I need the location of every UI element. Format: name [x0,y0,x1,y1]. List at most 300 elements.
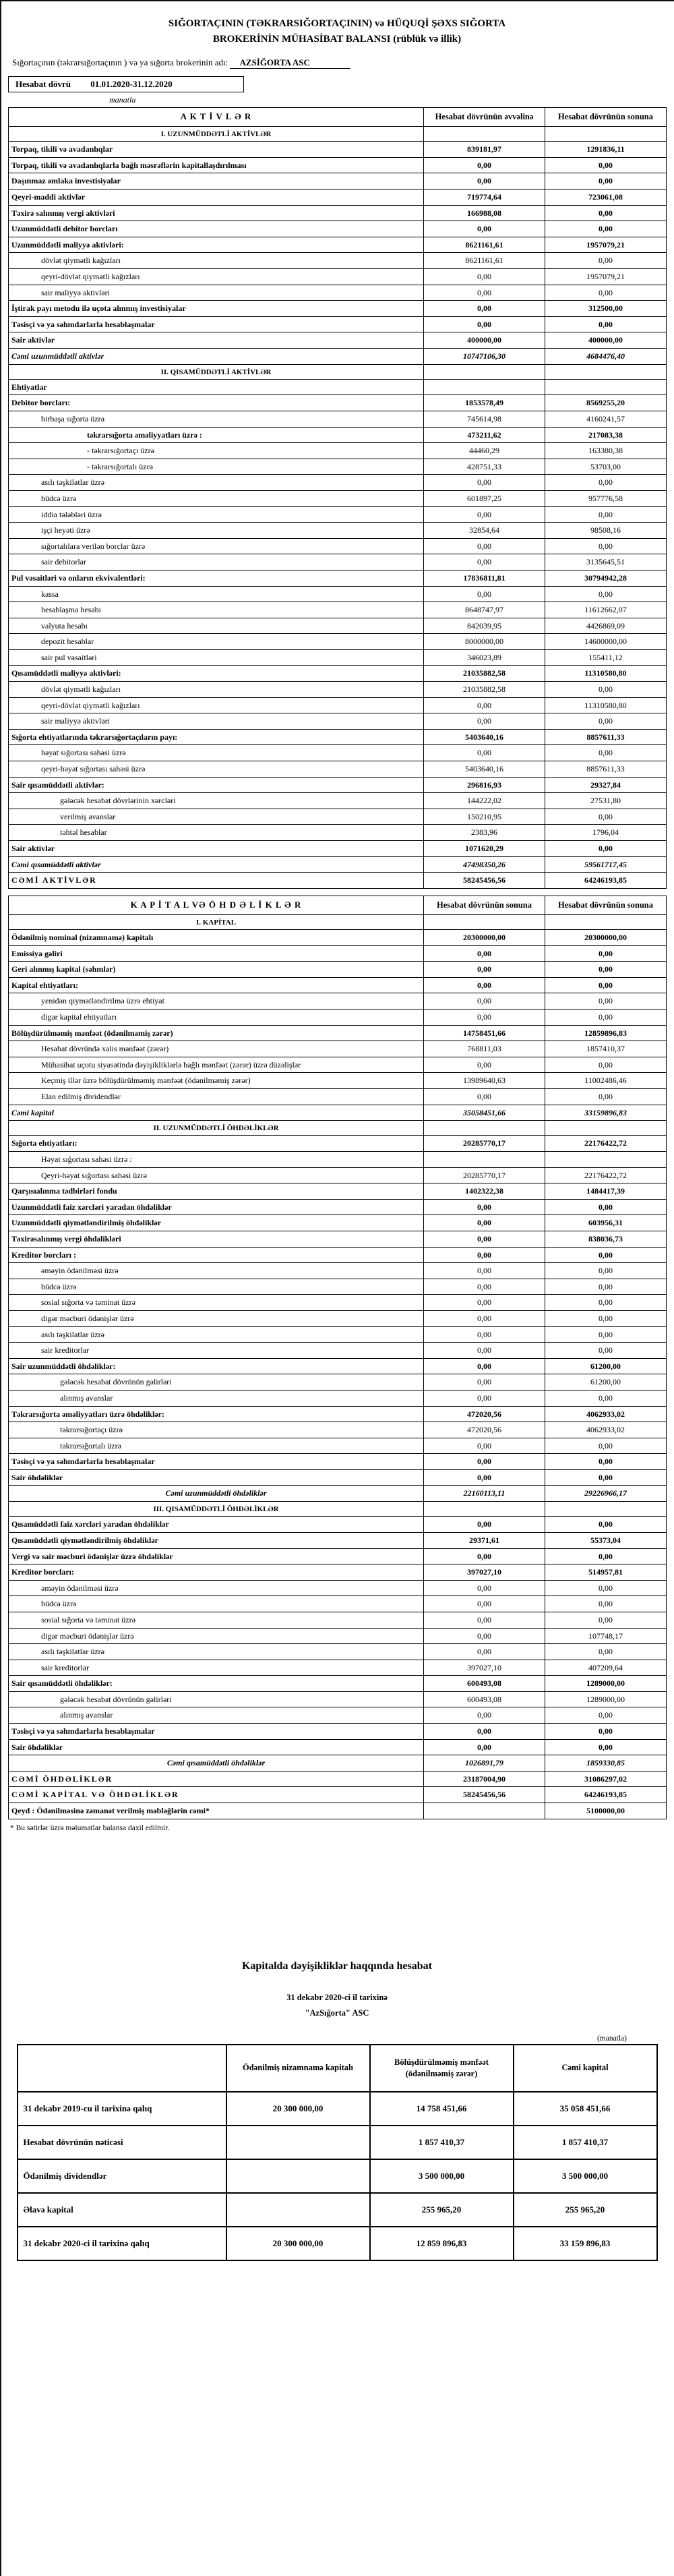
value-period-start: 8000000,00 [424,634,545,650]
value-period-start: 842039,95 [424,618,545,634]
row-label: Qısamüddətli maliyyə aktivləri: [9,666,424,682]
value-period-end [545,914,667,929]
value-period-end: 0,00 [545,157,667,173]
table-row [9,570,667,586]
row-label: digər məcburi ödənişlər üzrə [9,1310,424,1326]
table-row [9,538,667,554]
value-period-end: 8857611,33 [545,729,667,745]
row-label: Uzunmüddətli debitor borcları [9,221,424,237]
row-label: Torpaq, tikili və avadanlıqlar [9,142,424,158]
table-row [9,1025,667,1041]
value-period-start: 8648747,97 [424,602,545,618]
table-row [9,1580,667,1596]
value-period-end: 0,00 [545,1199,667,1215]
value-period-start: 8621161,61 [424,237,545,253]
table-row [9,1121,667,1136]
capital-changes-header-row [18,2045,657,2092]
value-period-start: 8621161,61 [424,253,545,269]
capital-liabilities-table [8,896,667,1819]
value-period-end: 0,00 [545,538,667,554]
table-row [9,157,667,173]
row-label: Cəmi uzunmüddətli aktivlər [9,348,424,364]
value-period-end: 53703,00 [545,459,667,475]
row-label: kassa [9,586,424,602]
value-period-start: 0,00 [424,1374,545,1391]
table-row [9,364,667,379]
row-label: Təsisçi və ya səhmdarlarla hesablaşmalar [9,1454,424,1470]
table-row [9,1691,667,1707]
table-row [9,1755,667,1772]
value-period-end: 0,00 [545,745,667,761]
value-period-end: 31086297,02 [545,1771,667,1787]
row-label: həyat sığortası sahəsi üzrə [9,745,424,761]
value-period-end: 1859330,85 [545,1755,667,1772]
table-row [18,2227,657,2260]
table-row [9,1167,667,1183]
row-label: Sair uzunmüddətli öhdəliklər: [9,1358,424,1374]
table-row [9,945,667,962]
value-period-end: 98508,16 [545,523,667,539]
row-label: Ödənilmiş nominal (nizamnamə) kapitalı [9,929,424,945]
assets-header-title: A K T İ V L Ə R [9,108,424,127]
table-row [9,1295,667,1311]
table-row [9,1326,667,1343]
value-period-start: 0,00 [424,316,545,332]
document-title-line2: BROKERİNİN MÜHASİBAT BALANSI (rüblük və illik) [212,33,462,45]
value-period-start: 144222,02 [424,793,545,809]
value-period-start: 58245456,56 [424,873,545,889]
row-label: Təsisçi və ya səhmdarlarla hesablaşmalar [9,1724,424,1740]
value-period-start: 1853578,49 [424,395,545,411]
value-period-end: 1857410,37 [545,1041,667,1057]
changes-col-paid-capital: Ödənilmiş nizamnamə kapitalı [226,2045,370,2092]
value-period-start: 601897,25 [424,490,545,506]
row-label: dövlət qiymətli kağızları [9,682,424,698]
value-period-end: 0,00 [545,205,667,221]
row-label: Təsisçi və ya səhmdarlarla hesablaşmalar [9,316,424,332]
capital-changes-date: 31 dekabr 2020-ci il tarixinə [286,1992,388,2002]
table-row [9,443,667,459]
row-label: digər kapital ehtiyatları [9,1009,424,1025]
table-row [9,1502,667,1517]
table-row [9,173,667,189]
value-period-end: 5100000,00 [545,1803,667,1819]
value-period-start: 13989640,63 [424,1073,545,1089]
value-period-start: 0,00 [424,962,545,978]
value-period-start: 21035882,58 [424,682,545,698]
value-period-end: 0,00 [545,1247,667,1263]
row-label: III. QISAMÜDDƏTLİ ÖHDƏLİKLƏR [9,1502,424,1517]
value-period-end: 11612662,07 [545,602,667,618]
row-label: gələcək hesabat dövrünün gəlirləri [9,1691,424,1707]
value-period-end: 0,00 [545,1580,667,1596]
currency-note: manatla [109,95,136,105]
row-label: Sair qısamüddətli aktivlər: [9,777,424,793]
value-period-end: 0,00 [545,253,667,269]
value-period-end [545,1152,667,1168]
value-total-capital: 3 500 000,00 [514,2159,657,2193]
value-period-end: 0,00 [545,1343,667,1359]
table-row [18,2092,657,2126]
table-row [9,475,667,491]
value-period-end: 957776,58 [545,490,667,506]
liabilities-table-header [9,896,667,914]
value-period-start: 1071620,29 [424,841,545,857]
value-retained-earnings: 255 965,20 [370,2193,514,2227]
value-period-end: 217083,38 [545,427,667,443]
value-period-end: 61200,00 [545,1358,667,1374]
row-label: hesablaşma hesabı [9,602,424,618]
row-label: Kreditor borcları : [9,1247,424,1263]
value-period-start: 22160113,11 [424,1486,545,1502]
value-period-end: 4062933,02 [545,1406,667,1422]
table-row [9,1486,667,1502]
value-period-end: 0,00 [545,506,667,523]
table-row [9,1660,667,1676]
row-label: asılı təşkilatlar üzrə [9,475,424,491]
row-label: CƏMİ ÖHDƏLİKLƏR [9,1771,424,1787]
value-period-start: 0,00 [424,301,545,317]
row-label: büdcə üzrə [9,490,424,506]
table-row [9,977,667,993]
row-label: Qısamüddətli qiymətləndirilmiş öhdəliklər [9,1532,424,1548]
table-row [9,1644,667,1660]
liabilities-header-title: K A P İ T A L VƏ Ö H D Ə L İ K L Ə R [9,896,424,914]
row-label: birbaşa sığorta üzrə [9,411,424,427]
value-period-end: 22176422,72 [545,1136,667,1152]
capital-changes-header [18,2045,657,2092]
value-period-start: 0,00 [424,993,545,1009]
value-period-start: 719774,64 [424,189,545,205]
table-row [9,841,667,857]
value-period-start: 768811,03 [424,1041,545,1057]
value-period-start: 47498350,26 [424,856,545,873]
value-period-start: 0,00 [424,1310,545,1326]
value-period-start: 0,00 [424,1057,545,1073]
value-period-end: 0,00 [545,1310,667,1326]
table-row [9,221,667,237]
table-row [9,634,667,650]
value-period-end: 59561717,45 [545,856,667,873]
value-period-start: 0,00 [424,221,545,237]
value-period-start: 20285770,17 [424,1136,545,1152]
row-label: yenidən qiymətləndirilmə üzrə ehtiyat [9,993,424,1009]
value-period-start [424,1152,545,1168]
document-title [74,16,600,47]
value-period-end: 14600000,00 [545,634,667,650]
value-period-start: 0,00 [424,1548,545,1564]
table-row [9,1739,667,1755]
value-period-end: 11310580,80 [545,666,667,682]
table-row [9,205,667,221]
value-period-start: 0,00 [424,1263,545,1279]
value-total-capital: 1 857 410,37 [514,2126,657,2159]
value-period-start: 0,00 [424,1612,545,1628]
row-label: əməyin ödənilməsi üzrə [9,1263,424,1279]
assets-table-header [9,108,667,127]
table-row [9,929,667,945]
value-period-end: 4160241,57 [545,411,667,427]
value-paid-capital: 20 300 000,00 [226,2227,370,2260]
table-row [9,1136,667,1152]
value-period-start: 397027,10 [424,1564,545,1581]
liabilities-col-period-end: Hesabat dövrünün sonuna [545,896,667,914]
row-label: valyuta hesabı [9,618,424,634]
row-label: Qeyri-həyat sığortası sahəsi üzrə [9,1167,424,1183]
value-period-start: 0,00 [424,1628,545,1644]
value-total-capital: 255 965,20 [514,2193,657,2227]
row-label: Sığorta ehtiyatları: [9,1136,424,1152]
table-row [9,793,667,809]
row-label: Uzunmüddətli maliyyə aktivləri: [9,237,424,253]
value-period-end: 1796,04 [545,825,667,841]
row-label: Sair qısamüddətli öhdəliklər: [9,1676,424,1692]
table-row [9,237,667,253]
value-period-end: 1957079,21 [545,237,667,253]
value-period-end [545,379,667,395]
value-period-end: 0,00 [545,1390,667,1406]
value-period-start: 0,00 [424,1088,545,1105]
value-period-end: 163380,38 [545,443,667,459]
row-label: Qeyri-maddi aktivlər [9,189,424,205]
table-row [9,285,667,301]
liabilities-header-row [9,896,667,914]
value-period-start: 21035882,58 [424,666,545,682]
value-period-start: 397027,10 [424,1660,545,1676]
value-period-end: 27531,80 [545,793,667,809]
row-label: təkrarsığortalı üzrə [9,1438,424,1454]
value-period-start: 0,00 [424,554,545,570]
value-period-end: 155411,12 [545,649,667,666]
row-label: II. UZUNMÜDDƏTLİ ÖHDƏLİKLƏR [9,1121,424,1136]
value-period-end: 0,00 [545,1088,667,1105]
value-period-end [545,1121,667,1136]
value-total-capital: 35 058 451,66 [514,2092,657,2126]
value-period-start: 5403640,16 [424,729,545,745]
row-label: Sair öhdəliklər [9,1469,424,1486]
value-retained-earnings: 1 857 410,37 [370,2126,514,2159]
value-paid-capital [226,2159,370,2193]
value-period-start: 29371,61 [424,1532,545,1548]
assets-table [8,107,667,889]
table-row [9,682,667,698]
table-row [9,1215,667,1231]
value-period-end: 407209,64 [545,1660,667,1676]
value-period-start: 600493,08 [424,1691,545,1707]
table-row [9,602,667,618]
value-period-start: 0,00 [424,1231,545,1247]
row-label: sair kreditorlar [9,1343,424,1359]
row-label: Cəmi qısamüddətli aktivlər [9,856,424,873]
changes-col-empty [18,2045,226,2092]
row-label: Bölüşdürülməmiş mənfəət (ödənilməmiş zərər) [9,1025,424,1041]
value-period-end [545,1502,667,1517]
value-period-end: 1291836,11 [545,142,667,158]
table-row [9,914,667,929]
row-label: qeyri-dövlət qiymətli kağızları [9,268,424,285]
value-period-end: 0,00 [545,841,667,857]
row-label: dövlət qiymətli kağızları [9,253,424,269]
table-row [18,2159,657,2193]
value-period-end: 11002486,46 [545,1073,667,1089]
row-label: 31 dekabr 2020-ci il tarixinə qalıq [18,2227,226,2260]
value-retained-earnings: 3 500 000,00 [370,2159,514,2193]
capital-changes-company: "AzSığorta" ASC [305,2008,369,2018]
value-period-end: 723061,08 [545,189,667,205]
value-period-end: 0,00 [545,809,667,825]
value-period-end: 61200,00 [545,1374,667,1391]
value-period-start: 0,00 [424,538,545,554]
value-period-start: 0,00 [424,173,545,189]
table-row [9,856,667,873]
value-period-end: 0,00 [545,1739,667,1755]
row-label: Qısamüddətli faiz xərcləri yaradan öhdəliklər [9,1517,424,1533]
value-period-start [424,914,545,929]
value-period-end: 4426869,09 [545,618,667,634]
table-row [9,1343,667,1359]
row-label: Emissiya gəliri [9,945,424,962]
table-row [9,142,667,158]
company-label: Sığortaçının (təkrarsığortaçının ) və ya sığorta brokerinin adı: [12,57,228,67]
table-row [9,1374,667,1391]
value-period-end: 0,00 [545,285,667,301]
value-period-end: 0,00 [545,173,667,189]
row-label: Kapital ehtiyatları: [9,977,424,993]
value-period-start: 0,00 [424,1724,545,1740]
table-row [9,586,667,602]
table-row [9,348,667,364]
table-row [9,1422,667,1438]
table-row [9,1009,667,1025]
row-label: Sair aktivlər [9,332,424,349]
value-period-start: 0,00 [424,1644,545,1660]
value-period-start: 0,00 [424,745,545,761]
capital-changes-title: Kapitalda dəyişikliklər haqqında hesabat [241,1960,432,1972]
value-period-start: 428751,33 [424,459,545,475]
row-label: Qeyd : Ödənilməsinə zəmanət verilmiş məbləğlərin cəmi* [9,1803,424,1819]
row-label: təkrarsığorta əməliyyatları üzrə : [9,427,424,443]
row-label: digər məcburi ödənişlər üzrə [9,1628,424,1644]
value-period-start: 14758451,66 [424,1025,545,1041]
table-row [9,809,667,825]
value-period-start: 346023,89 [424,649,545,666]
table-row [9,379,667,395]
table-row [9,1724,667,1740]
table-row [9,1247,667,1263]
table-row [9,1406,667,1422]
row-label: Sığorta ehtiyatlarında təkrarsığortaçıların payı: [9,729,424,745]
table-row [9,745,667,761]
value-period-end: 0,00 [545,1644,667,1660]
table-row [9,649,667,666]
table-row [9,1041,667,1057]
row-label: Ödənilmiş dividendlər [18,2159,226,2193]
row-label: Sair aktivlər [9,841,424,857]
value-period-end: 0,00 [545,1057,667,1073]
value-period-end: 20300000,00 [545,929,667,945]
row-label: qeyri-dövlət qiymətli kağızları [9,697,424,713]
value-period-end: 0,00 [545,475,667,491]
liabilities-table-body [9,914,667,1819]
table-row [9,268,667,285]
value-period-end: 0,00 [545,1295,667,1311]
value-period-end: 0,00 [545,1009,667,1025]
value-period-start: 2383,96 [424,825,545,841]
value-period-start: 296816,93 [424,777,545,793]
value-period-end: 0,00 [545,1326,667,1343]
row-label: CƏMİ AKTİVLƏR [9,873,424,889]
table-row [9,1358,667,1374]
value-period-start: 20300000,00 [424,929,545,945]
table-row [9,777,667,793]
row-label: Daşınmaz əmlaka investisiyalar [9,173,424,189]
table-row [9,490,667,506]
table-row [9,459,667,475]
row-label: sosial sığorta və təminat üzrə [9,1612,424,1628]
capital-changes-table [17,2044,658,2261]
table-row [9,427,667,443]
value-period-start: 0,00 [424,475,545,491]
row-label: sair kreditorlar [9,1660,424,1676]
report-period [8,76,244,92]
table-row [9,697,667,713]
row-label: İştirak payı metodu ilə uçota alınmış investisiyalar [9,301,424,317]
row-label: - təkrarsığortalı üzrə [9,459,424,475]
value-period-start: 473211,62 [424,427,545,443]
value-period-end: 22176422,72 [545,1167,667,1183]
value-period-start: 0,00 [424,1580,545,1596]
value-period-end: 8569255,20 [545,395,667,411]
table-row [9,1183,667,1200]
table-row [9,962,667,978]
value-period-start: 400000,00 [424,332,545,349]
value-period-end: 0,00 [545,682,667,698]
value-retained-earnings: 14 758 451,66 [370,2092,514,2126]
value-period-start: 10747106,30 [424,348,545,364]
table-row [9,729,667,745]
value-period-end: 4684476,40 [545,348,667,364]
value-period-start: 0,00 [424,1739,545,1755]
row-label: sair debitorlar [9,554,424,570]
value-period-start: 0,00 [424,1295,545,1311]
value-period-start: 0,00 [424,1326,545,1343]
assets-col-period-end: Hesabat dövrünün sonuna [545,108,667,127]
value-period-start: 20285770,17 [424,1167,545,1183]
value-period-end: 0,00 [545,316,667,332]
table-row [9,1707,667,1724]
value-period-end: 0,00 [545,993,667,1009]
table-row [9,618,667,634]
value-period-end: 8857611,33 [545,761,667,778]
row-label: büdcə üzrə [9,1279,424,1295]
table-row [9,1438,667,1454]
table-row [9,332,667,349]
changes-col-total-capital: Cəmi kapital [514,2045,657,2092]
row-label: Əlavə kapital [18,2193,226,2227]
value-period-start: 745614,98 [424,411,545,427]
liabilities-col-period-start: Hesabat dövrünün sonuna [424,896,545,914]
value-period-end: 0,00 [545,1612,667,1628]
value-period-end: 64246193,85 [545,1787,667,1803]
value-period-start: 0,00 [424,586,545,602]
row-label: büdcə üzrə [9,1596,424,1612]
value-period-start [424,1121,545,1136]
value-period-start: 0,00 [424,268,545,285]
row-label: II. QISAMÜDDƏTLİ AKTİVLƏR [9,364,424,379]
row-label: sosial sığorta və təminat üzrə [9,1295,424,1311]
value-period-end: 0,00 [545,1517,667,1533]
row-label: alınmış avanslar [9,1390,424,1406]
